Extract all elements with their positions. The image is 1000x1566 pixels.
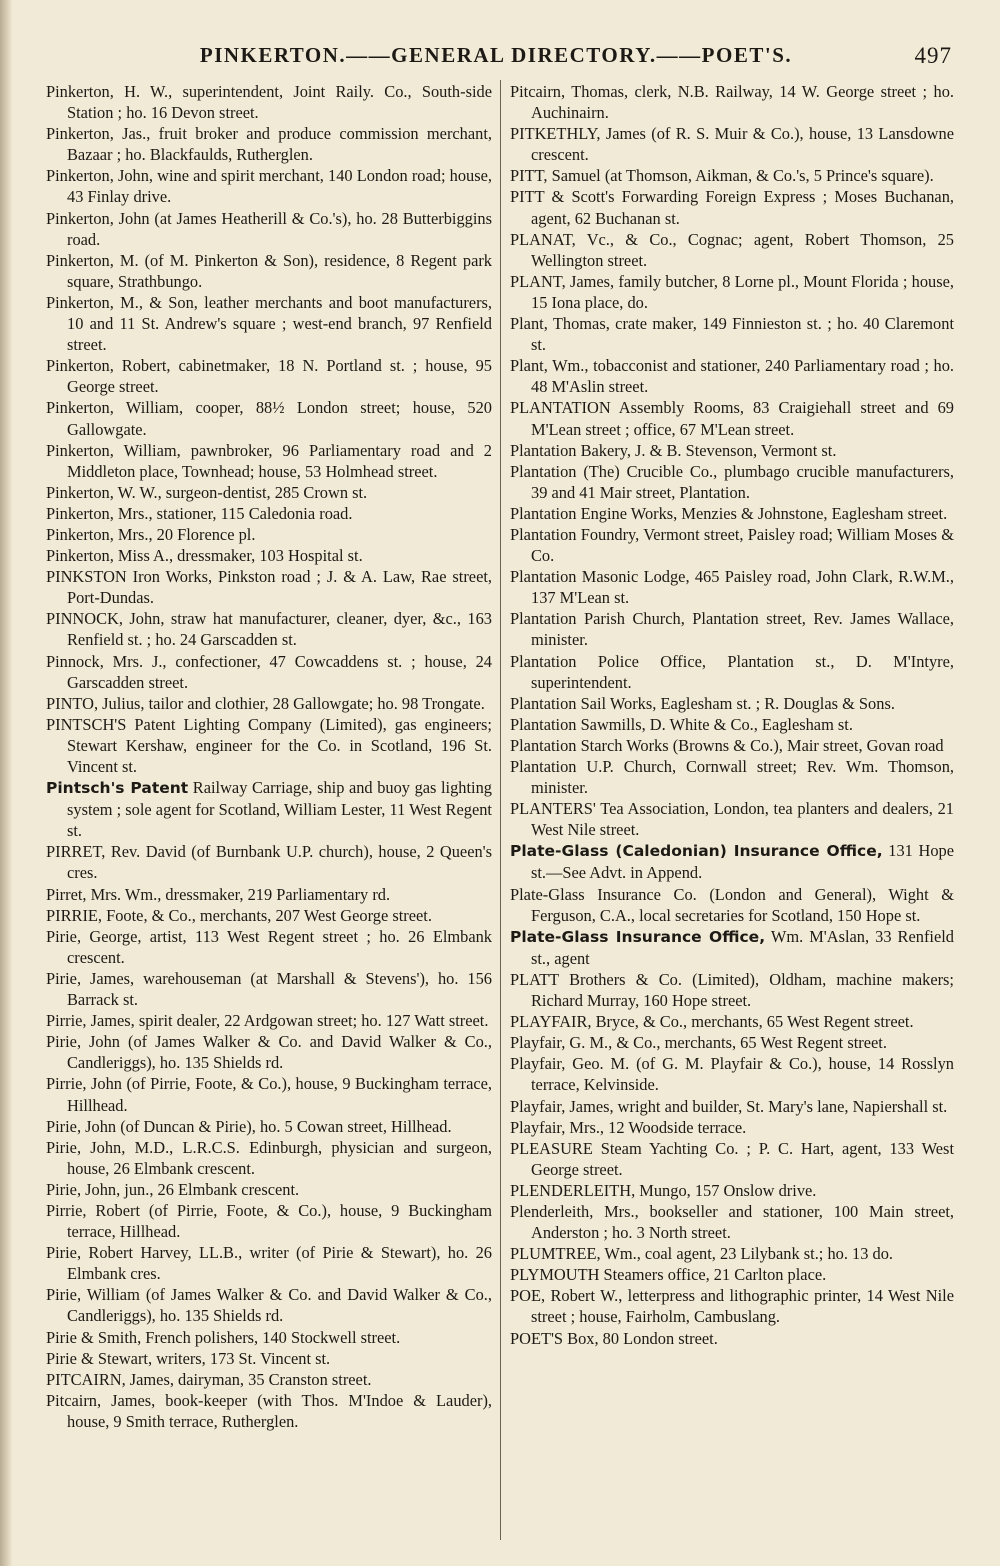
- directory-entry: [46, 651, 492, 693]
- entry-text: Pinkerton, William, pawnbroker, 96 Parliamentary road and 2 Middleton place, Townhead; house, 53 Holmhead street.: [46, 440, 492, 481]
- entry-text: Pinkerton, W. W., surgeon-dentist, 285 Crown st.: [46, 482, 368, 502]
- entry-text: Plantation Sail Works, Eaglesham st. ; R. Douglas & Sons.: [510, 693, 895, 713]
- entry-text: Pirie, John (of Duncan & Pirie), ho. 5 Cowan street, Hillhead.: [46, 1116, 452, 1136]
- directory-entry: [46, 123, 492, 165]
- entry-text: Pinnock, Mrs. J., confectioner, 47 Cowcaddens st. ; house, 24 Garscadden street.: [46, 651, 492, 692]
- directory-entry: [46, 482, 492, 503]
- directory-entry: [46, 1390, 492, 1432]
- entry-text: Pirie, John (of James Walker & Co. and David Walker & Co., Candleriggs), ho. 135 Shields rd.: [46, 1032, 492, 1073]
- directory-entry: [46, 608, 492, 650]
- entry-text: Pirie, John, M.D., L.R.C.S. Edinburgh, physician and surgeon, house, 26 Elmbank crescent.: [46, 1137, 492, 1178]
- entry-text: Plantation Engine Works, Menzies & Johnstone, Eaglesham street.: [510, 503, 948, 523]
- directory-entry: [510, 440, 954, 461]
- entry-text: Playfair, G. M., & Co., merchants, 65 West Regent street.: [510, 1033, 887, 1053]
- entry-text: Pitcairn, Thomas, clerk, N.B. Railway, 14 W. George street ; ho. Auchinairn.: [510, 82, 954, 123]
- entry-text: PINKSTON Iron Works, Pinkston road ; J. & A. Law, Rae street, Port-Dundas.: [46, 567, 492, 608]
- directory-entry: [510, 1180, 954, 1201]
- directory-entry: [46, 81, 492, 123]
- entry-text: Plantation U.P. Church, Cornwall street; Rev. Wm. Thomson, minister.: [510, 757, 954, 798]
- page-header: [40, 43, 952, 77]
- entry-text: Plantation Bakery, J. & B. Stevenson, Vermont st.: [510, 440, 837, 460]
- directory-entry: [46, 165, 492, 207]
- directory-entry: [510, 566, 954, 608]
- running-head: PINKERTON.——GENERAL DIRECTORY.——POET'S.: [199, 43, 793, 67]
- directory-entry: [510, 1032, 954, 1053]
- directory-entry: [510, 926, 954, 969]
- entry-text: PLAYFAIR, Bryce, & Co., merchants, 65 West Regent street.: [510, 1012, 914, 1032]
- entry-text: PITCAIRN, James, dairyman, 35 Cranston street.: [46, 1369, 372, 1389]
- directory-entry: [510, 693, 954, 714]
- entry-text: Playfair, Mrs., 12 Woodside terrace.: [510, 1117, 747, 1137]
- entry-text: PITKETHLY, James (of R. S. Muir & Co.), house, 13 Lansdowne crescent.: [510, 124, 954, 165]
- entry-text: Pinkerton, William, cooper, 88½ London street; house, 520 Gallowgate.: [46, 398, 492, 439]
- entry-text: PINTO, Julius, tailor and clothier, 28 Gallowgate; ho. 98 Trongate.: [46, 693, 485, 713]
- entry-text: Pinkerton, Robert, cabinetmaker, 18 N. Portland st. ; house, 95 George street.: [46, 356, 492, 397]
- directory-entry: [510, 1011, 954, 1032]
- entry-text: Pirie, John, jun., 26 Elmbank crescent.: [46, 1179, 300, 1199]
- directory-entry: [510, 1096, 954, 1117]
- entry-text: PLENDERLEITH, Mungo, 157 Onslow drive.: [510, 1180, 817, 1200]
- directory-entry: [510, 798, 954, 840]
- entry-text: Pirrie, James, spirit dealer, 22 Ardgowan street; ho. 127 Watt street.: [46, 1011, 489, 1031]
- directory-entry: [510, 503, 954, 524]
- directory-entry: [46, 714, 492, 777]
- directory-entry: [510, 165, 954, 186]
- entry-text: Pirie, James, warehouseman (at Marshall & Stevens'), ho. 156 Barrack st.: [46, 968, 492, 1010]
- column-divider: [500, 80, 501, 1540]
- entry-text: Pirret, Mrs. Wm., dressmaker, 219 Parliamentary rd.: [46, 884, 391, 904]
- entry-text: Pirrie, John (of Pirrie, Foote, & Co.), house, 9 Buckingham terrace, Hillhead.: [46, 1074, 492, 1115]
- entry-text: Pinkerton, Mrs., 20 Florence pl.: [46, 524, 256, 544]
- directory-entry: [510, 186, 954, 228]
- directory-entry: [46, 440, 492, 482]
- directory-entry: [46, 545, 492, 566]
- directory-entry: [46, 1010, 492, 1031]
- directory-entry: [510, 81, 954, 123]
- directory-entry: [46, 397, 492, 439]
- entry-text: Plantation Starch Works (Browns & Co.), Mair street, Govan road: [510, 735, 944, 755]
- directory-entry: [46, 1348, 492, 1369]
- entry-text: Pirie, George, artist, 113 West Regent street ; ho. 26 Elmbank crescent.: [46, 926, 492, 967]
- entry-text: PLUMTREE, Wm., coal agent, 23 Lilybank st.; ho. 13 do.: [510, 1244, 894, 1264]
- entry-text: Plenderleith, Mrs., bookseller and stationer, 100 Main street, Anderston ; ho. 3 North street.: [510, 1201, 954, 1243]
- directory-entry: [46, 1369, 492, 1390]
- entry-text: PLEASURE Steam Yachting Co. ; P. C. Hart, agent, 133 West George street.: [510, 1138, 954, 1179]
- entry-text: Plant, Wm., tobacconist and stationer, 240 Parliamentary road ; ho. 48 M'Aslin street.: [510, 356, 954, 397]
- entry-text: PLANAT, Vc., & Co., Cognac; agent, Robert Thomson, 25 Wellington street.: [510, 229, 954, 270]
- entry-text: Pinkerton, H. W., superintendent, Joint Raily. Co., South-side Station ; ho. 16 Devon street.: [46, 82, 492, 123]
- entry-text: Plantation Masonic Lodge, 465 Paisley road, John Clark, R.W.M., 137 M'Lean st.: [510, 567, 954, 608]
- directory-entry: [510, 714, 954, 735]
- directory-entry: [46, 926, 492, 968]
- entry-text: Pitcairn, James, book-keeper (with Thos. M'Indoe & Lauder), house, 9 Smith terrace, Rutherglen.: [46, 1390, 492, 1431]
- entry-text: Playfair, James, wright and builder, St. Mary's lane, Napiershall st.: [510, 1096, 948, 1116]
- entry-text: Plant, Thomas, crate maker, 149 Finnieston st. ; ho. 40 Claremont st.: [510, 314, 954, 355]
- directory-entry: [510, 123, 954, 165]
- directory-entry: [46, 777, 492, 841]
- entry-text: Pirie & Stewart, writers, 173 St. Vincent st.: [46, 1348, 331, 1368]
- entry-text: PLANTERS' Tea Association, London, tea planters and dealers, 21 West Nile street.: [510, 799, 954, 840]
- entry-text: PIRRET, Rev. David (of Burnbank U.P. church), house, 2 Queen's cres.: [46, 842, 492, 883]
- entry-text: PLYMOUTH Steamers office, 21 Carlton place.: [510, 1265, 827, 1285]
- directory-entry: [46, 292, 492, 355]
- directory-entry: [510, 756, 954, 798]
- entry-text: Pinkerton, M. (of M. Pinkerton & Son), residence, 8 Regent park square, Strathbungo.: [46, 250, 492, 291]
- directory-entry: [510, 1117, 954, 1138]
- entry-text: PIRRIE, Foote, & Co., merchants, 207 West George street.: [46, 905, 432, 925]
- entry-bold-name: Plate-Glass (Caledonian) Insurance Office,: [510, 842, 883, 861]
- directory-entry: [510, 1201, 954, 1243]
- entry-text: PLATT Brothers & Co. (Limited), Oldham, machine makers; Richard Murray, 160 Hope street.: [510, 969, 954, 1011]
- directory-entry: [46, 208, 492, 250]
- directory-entry: [510, 735, 954, 756]
- book-binding-edge: [0, 0, 12, 1566]
- directory-entry: [46, 503, 492, 524]
- directory-entry: [46, 1284, 492, 1326]
- directory-entry: [510, 840, 954, 883]
- directory-entry: [46, 1242, 492, 1284]
- directory-entry: [46, 566, 492, 608]
- entry-text: PITT, Samuel (at Thomson, Aikman, & Co.'s, 5 Prince's square).: [510, 166, 934, 186]
- directory-entry: [46, 905, 492, 926]
- entry-text: PINTSCH'S Patent Lighting Company (Limited), gas engineers; Stewart Kershaw, engineer for the Co. in Scotland, 196 St. Vincent st.: [46, 714, 492, 776]
- directory-entry: [510, 397, 954, 439]
- directory-entry: [46, 1179, 492, 1200]
- directory-entry: [510, 229, 954, 271]
- entry-bold-name: Pintsch's Patent: [46, 779, 189, 798]
- directory-entry: [510, 608, 954, 650]
- directory-entry: [46, 841, 492, 883]
- entry-text: Playfair, Geo. M. (of G. M. Playfair & Co.), house, 14 Rosslyn terrace, Kelvinside.: [510, 1054, 954, 1095]
- directory-entry: [510, 355, 954, 397]
- directory-entry: [46, 1137, 492, 1179]
- entry-text: Plantation Sawmills, D. White & Co., Eaglesham st.: [510, 714, 853, 734]
- entry-text: Pinkerton, M., & Son, leather merchants and boot manufacturers, 10 and 11 St. Andrew's square ; west-end branch, 97 Renfield street.: [46, 292, 492, 355]
- entry-text: Plantation (The) Crucible Co., plumbago crucible manufacturers, 39 and 41 Mair street, Plantation.: [510, 461, 954, 502]
- entry-text: PITT & Scott's Forwarding Foreign Express ; Moses Buchanan, agent, 62 Buchanan st.: [510, 187, 954, 228]
- directory-entry: [46, 1031, 492, 1073]
- entry-text: Pinkerton, John (at James Heatherill & Co.'s), ho. 28 Butterbiggins road.: [46, 208, 492, 249]
- entry-text: POET'S Box, 80 London street.: [510, 1328, 718, 1348]
- directory-entry: [46, 1116, 492, 1137]
- directory-entry: [510, 524, 954, 566]
- right-column: [510, 81, 954, 1349]
- entry-text: Pinkerton, John, wine and spirit merchant, 140 London road; house, 43 Finlay drive.: [46, 166, 492, 207]
- directory-entry: [510, 461, 954, 503]
- entry-text: Plantation Parish Church, Plantation street, Rev. James Wallace, minister.: [510, 609, 954, 650]
- directory-entry: [46, 250, 492, 292]
- entry-text: Plantation Police Office, Plantation st., D. M'Intyre, superintendent.: [510, 651, 954, 692]
- directory-entry: [510, 1328, 954, 1349]
- entry-text: Plantation Foundry, Vermont street, Paisley road; William Moses & Co.: [510, 524, 954, 566]
- directory-entry: [510, 1053, 954, 1095]
- entry-text: PLANT, James, family butcher, 8 Lorne pl., Mount Florida ; house, 15 Iona place, do.: [510, 271, 954, 312]
- directory-entry: [510, 313, 954, 355]
- entry-text: Pirie, William (of James Walker & Co. and David Walker & Co., Candleriggs), ho. 135 Shields rd.: [46, 1285, 492, 1326]
- entry-text: PINNOCK, John, straw hat manufacturer, cleaner, dyer, &c., 163 Renfield st. ; ho. 24 Garscadden st.: [46, 609, 492, 650]
- directory-entry: [46, 1327, 492, 1348]
- directory-entry: [46, 968, 492, 1010]
- page-number: 497: [914, 43, 952, 68]
- directory-entry: [510, 651, 954, 693]
- directory-entry: [46, 884, 492, 905]
- entry-text: Railway Carriage, ship and buoy gas lighting system ; sole agent for Scotland, William Lester, 11 West Regent st.: [67, 778, 492, 841]
- entry-text: Pinkerton, Miss A., dressmaker, 103 Hospital st.: [46, 546, 363, 566]
- directory-entry: [510, 1264, 954, 1285]
- directory-entry: [46, 1073, 492, 1115]
- entry-text: Pinkerton, Jas., fruit broker and produce commission merchant, Bazaar ; ho. Blackfaulds, Rutherglen.: [46, 124, 492, 165]
- directory-entry: [510, 1243, 954, 1264]
- entry-text: Pirie, Robert Harvey, LL.B., writer (of Pirie & Stewart), ho. 26 Elmbank cres.: [46, 1243, 492, 1284]
- left-column: [46, 81, 492, 1432]
- directory-entry: [46, 1200, 492, 1242]
- entry-text: Pirrie, Robert (of Pirrie, Foote, & Co.), house, 9 Buckingham terrace, Hillhead.: [46, 1200, 492, 1242]
- entry-bold-name: Plate-Glass Insurance Office,: [510, 927, 766, 946]
- entry-text: 131 Hope st.—See Advt. in Append.: [531, 841, 954, 883]
- entry-text: Plate-Glass Insurance Co. (London and General), Wight & Ferguson, C.A., local secretaries for Scotland, 150 Hope st.: [510, 884, 954, 925]
- directory-entry: [510, 1285, 954, 1327]
- entry-text: POE, Robert W., letterpress and lithographic printer, 14 West Nile street ; house, Fairholm, Cambuslang.: [510, 1286, 954, 1327]
- directory-entry: [46, 355, 492, 397]
- entry-text: Pinkerton, Mrs., stationer, 115 Caledonia road.: [46, 503, 353, 523]
- directory-entry: [510, 271, 954, 313]
- directory-entry: [510, 969, 954, 1011]
- directory-entry: [46, 693, 492, 714]
- directory-entry: [510, 1138, 954, 1180]
- entry-text: PLANTATION Assembly Rooms, 83 Craigiehall street and 69 M'Lean street ; office, 67 M'Lean street.: [510, 398, 954, 439]
- directory-entry: [46, 524, 492, 545]
- directory-entry: [510, 884, 954, 926]
- entry-text: Wm. M'Aslan, 33 Renfield st., agent: [531, 926, 955, 968]
- entry-text: Pirie & Smith, French polishers, 140 Stockwell street.: [46, 1327, 401, 1347]
